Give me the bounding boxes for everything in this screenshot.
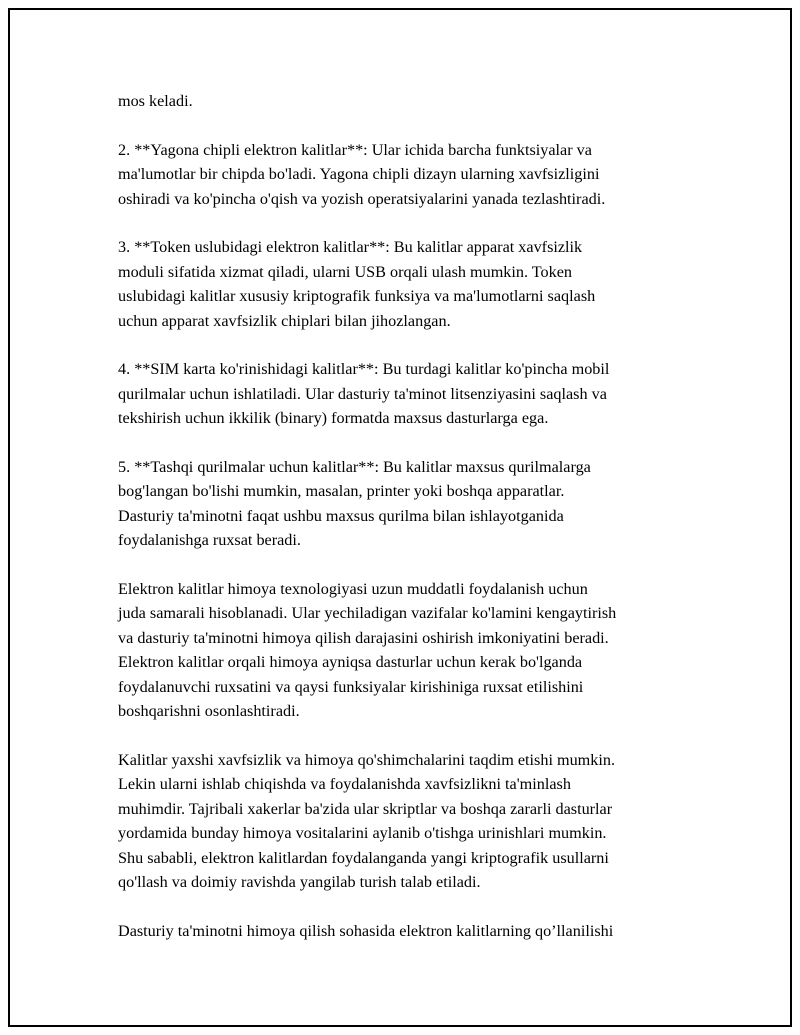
paragraph-body-3: Dasturiy ta'minotni himoya qilish sohasida elektron kalitlarning qo’llanilishi <box>118 921 614 940</box>
paragraph-continuation: mos keladi. <box>118 92 193 110</box>
paragraph-body-2: Kalitlar yaxshi xavfsizlik va himoya qo'shimchalarini taqdim etishi mumkin. Lekin ularni ishlab chiqishda va foydalanishda xavfsizlikni ta'minlash muhimdir. Tajribali xakerlar ba'zida ular skriptlar va boshqa zararli dasturlar yordamida bunday himoya vositalarini aylanib o'tishga urinishlari mumkin. Shu sababli, elektron kalitlardan foydalanganda yangi kriptografik usullarni qo'llash va doimiy ravishda yangilab turish talab etiladi. <box>118 750 615 891</box>
paragraph-item-3: 3. **Token uslubidagi elektron kalitlar**: Bu kalitlar apparat xavfsizlik moduli sifatida xizmat qiladi, ularni USB orqali ulash mumkin. Token uslubidagi kalitlar xususiy kriptografik funksiya va ma'lumotlarni saqlash uchun apparat xavfsizlik chiplari bilan jihozlangan. <box>118 238 596 330</box>
paragraph-item-4: 4. **SIM karta ko'rinishidagi kalitlar**: Bu turdagi kalitlar ko'pincha mobil qurilmalar uchun ishlatiladi. Ular dasturiy ta'minot litsenziyasini saqlash va tekshirish uchun ikkilik (binary) formatda maxsus dasturlarga ega. <box>118 360 610 428</box>
paragraph-item-5: 5. **Tashqi qurilmalar uchun kalitlar**: Bu kalitlar maxsus qurilmalarga bog'langan bo'lishi mumkin, masalan, printer yoki boshqa apparatlar. Dasturiy ta'minotni faqat ushbu maxsus qurilma bilan ishlayotganida foydalanishga ruxsat beradi. <box>118 458 591 550</box>
paragraph-body-1: Elektron kalitlar himoya texnologiyasi uzun muddatli foydalanish uchun juda samarali hisoblanadi. Ular yechiladigan vazifalar ko'lamini kengaytirish va dasturiy ta'minotni himoya qilish darajasini oshirish imkoniyatini beradi. Elektron kalitlar orqali himoya ayniqsa dasturlar uchun kerak bo'lganda foydalanuvchi ruxsatini va qaysi funksiyalar kirishiniga ruxsat etilishini boshqarishni osonlashtiradi. <box>118 580 617 721</box>
document-body <box>118 89 718 943</box>
paragraph-item-2: 2. **Yagona chipli elektron kalitlar**: Ular ichida barcha funktsiyalar va ma'lumotlar bir chipda bo'ladi. Yagona chipli dizayn ularning xavfsizligini oshiradi va ko'pincha o'qish va yozish operatsiyalarini yanada tezlashtiradi. <box>118 140 606 208</box>
